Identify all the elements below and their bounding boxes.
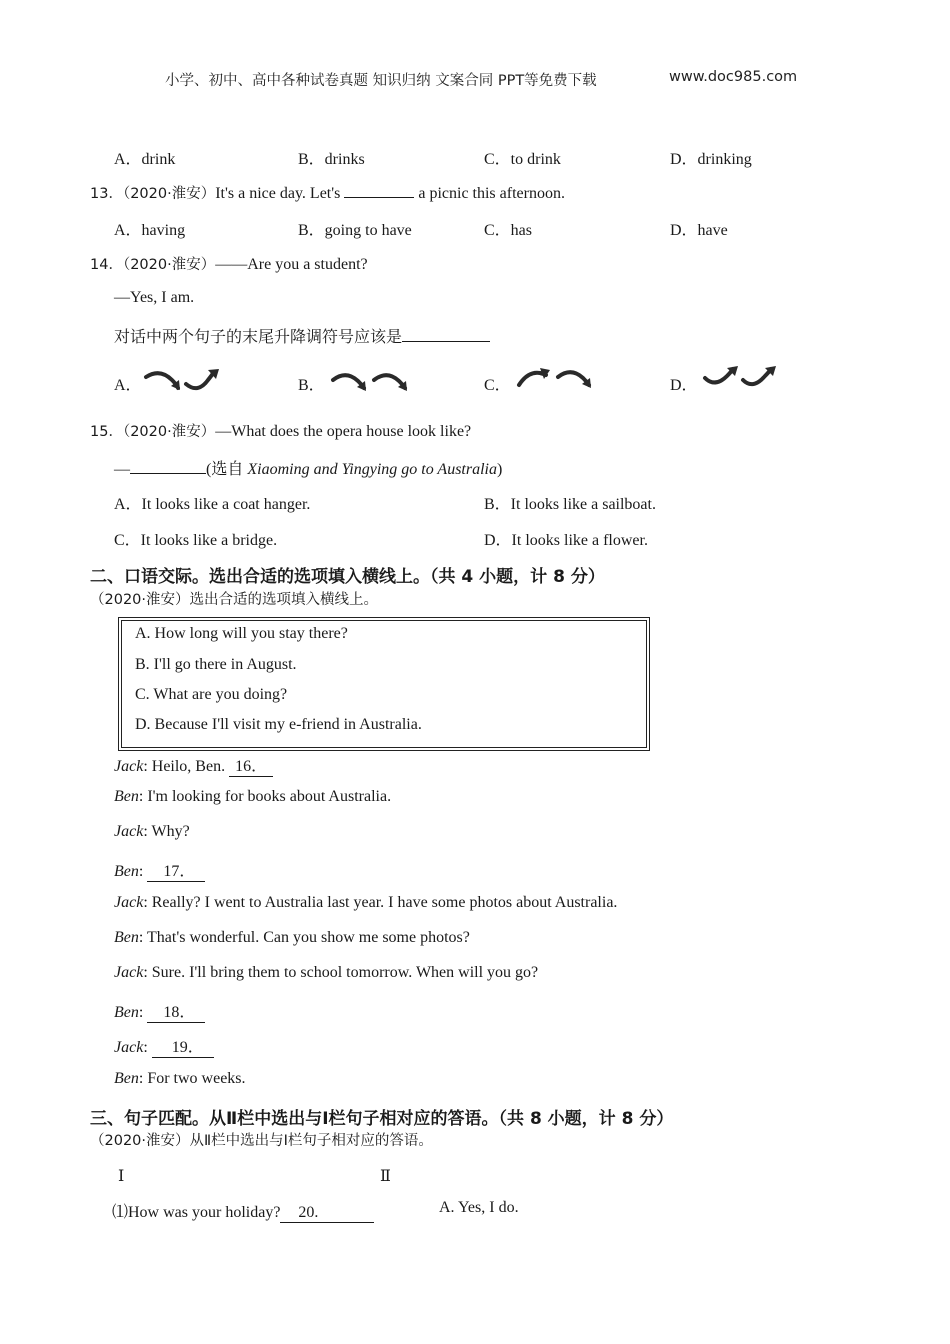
line-text: : For two weeks. (138, 1070, 246, 1087)
dialogue-line (114, 999, 205, 1023)
q12-option-d: D．drinking (670, 151, 752, 168)
line-text: : Really? I went to Australia last year. I have some photos about Australia. (143, 894, 618, 911)
q14-prompt-line (114, 324, 490, 347)
q15-line1: —What does the opera house look like? (215, 423, 472, 440)
q13-text-a: It's a nice day. Let's (215, 185, 345, 202)
rising-rising-arrows-icon (701, 364, 785, 392)
line-text: : I'm looking for books about Australia. (138, 788, 392, 805)
q14-source: （2020·淮安） (122, 257, 216, 273)
falling-rising-arrows-icon (142, 366, 226, 394)
answer-blank-18: 18． (147, 999, 205, 1023)
answer-blank-17: 17． (147, 858, 205, 882)
column-1-header: Ⅰ (118, 1168, 125, 1185)
speaker: Ben (114, 1004, 139, 1021)
q14-blank (402, 326, 490, 342)
q15-option-b: B．It looks like a sailboat. (484, 496, 656, 513)
speaker: Jack (114, 758, 144, 775)
q12-option-c: C．to drink (484, 151, 561, 168)
speaker: Jack (114, 823, 144, 840)
speaker: Ben (114, 1070, 139, 1087)
column-2-header: Ⅱ (380, 1168, 391, 1185)
q13-number: 13． (90, 186, 123, 202)
dialogue-line (114, 964, 538, 982)
q14-stem (90, 253, 368, 274)
q13-source: （2020·淮安） (122, 186, 216, 202)
q15-note-b: ) (496, 461, 503, 478)
q13-option-d: D．have (670, 222, 728, 239)
q15-number: 15． (90, 424, 123, 440)
choice-b: B. I'll go there in August. (135, 656, 297, 673)
q14-option-d: D． (670, 377, 698, 394)
q14-number: 14． (90, 257, 123, 273)
q13-option-c: C．has (484, 222, 533, 239)
q13-stem (90, 182, 565, 203)
line-text: : (143, 1039, 152, 1056)
q15-blank (130, 458, 206, 474)
choice-a: A. How long will you stay there? (135, 625, 348, 642)
section2-title: 二、口语交际。选出合适的选项填入横线上。（共 4 小题，计 8 分） (90, 567, 605, 587)
rising-falling-arrows-icon (514, 365, 598, 391)
speaker: Jack (114, 1039, 144, 1056)
line-text: : Sure. I'll bring them to school tomorrow. When will you go? (143, 964, 539, 981)
q12-option-a: A．drink (114, 151, 176, 168)
q14-option-c: C． (484, 377, 511, 394)
speaker: Jack (114, 964, 144, 981)
line-text: : Heilo, Ben. (143, 758, 230, 775)
dialogue-line (114, 788, 391, 806)
answer-blank-20: 20. (280, 1204, 374, 1223)
falling-falling-arrows-icon (330, 368, 416, 394)
speaker: Ben (114, 788, 139, 805)
dialogue-line (114, 929, 470, 947)
q15-note-a: (选自 (206, 461, 248, 478)
match-answer-a: A. Yes, I do. (439, 1199, 519, 1216)
q15-option-c: C．It looks like a bridge. (114, 532, 278, 549)
speaker: Jack (114, 894, 144, 911)
q14-prompt: 对话中两个句子的末尾升降调符号应该是 (114, 327, 403, 346)
speaker: Ben (114, 929, 139, 946)
q14-option-b: B． (298, 377, 325, 394)
q15-option-a: A．It looks like a coat hanger. (114, 496, 311, 513)
dialogue-line (114, 1070, 246, 1088)
q15-source: （2020·淮安） (122, 424, 216, 440)
choice-d: D. Because I'll visit my e-friend in Australia. (135, 716, 422, 733)
q13-option-b: B．going to have (298, 222, 412, 239)
q14-option-a: A． (114, 377, 142, 394)
q15-option-d: D．It looks like a flower. (484, 532, 648, 549)
match-question: ⑴How was your holiday? (112, 1204, 281, 1221)
header-text: 小学、初中、高中各种试卷真题 知识归纳 文案合同 PPT等免费下载 (165, 73, 597, 89)
q15-dash: — (114, 461, 130, 478)
section2-instruction: （2020·淮安）选出合适的选项填入横线上。 (90, 592, 379, 608)
answer-blank-16: 16． (229, 753, 273, 777)
line-text: : (138, 1004, 148, 1021)
dialogue-line (114, 858, 205, 882)
q13-text-b: a picnic this afternoon. (414, 185, 565, 202)
dialogue-line (114, 894, 617, 912)
answer-blank-19: 19． (152, 1034, 214, 1058)
q15-stem (90, 420, 471, 441)
dialogue-line (114, 1034, 214, 1058)
section3-title: 三、句子匹配。从Ⅱ栏中选出与Ⅰ栏句子相对应的答语。（共 8 小题，计 8 分） (90, 1109, 674, 1129)
line-text: : (138, 863, 148, 880)
match-item-1 (112, 1199, 374, 1223)
q13-option-a: A．having (114, 222, 186, 239)
q12-option-b: B．drinks (298, 151, 365, 168)
section3-instruction: （2020·淮安）从Ⅱ栏中选出与Ⅰ栏句子相对应的答语。 (90, 1133, 433, 1149)
q15-answer-line (114, 456, 502, 479)
q15-note-book: Xiaoming and Yingying go to Australia (247, 461, 497, 478)
choice-c: C. What are you doing? (135, 686, 288, 703)
q13-blank (344, 182, 414, 198)
speaker: Ben (114, 863, 139, 880)
q14-line2: —Yes, I am. (114, 289, 195, 306)
dialogue-line (114, 753, 273, 777)
header-url[interactable]: www.doc985.com (669, 69, 798, 85)
dialogue-line (114, 823, 190, 841)
line-text: : Why? (143, 823, 190, 840)
q14-line1: ——Are you a student? (215, 256, 368, 273)
line-text: : That's wonderful. Can you show me some photos? (138, 929, 470, 946)
